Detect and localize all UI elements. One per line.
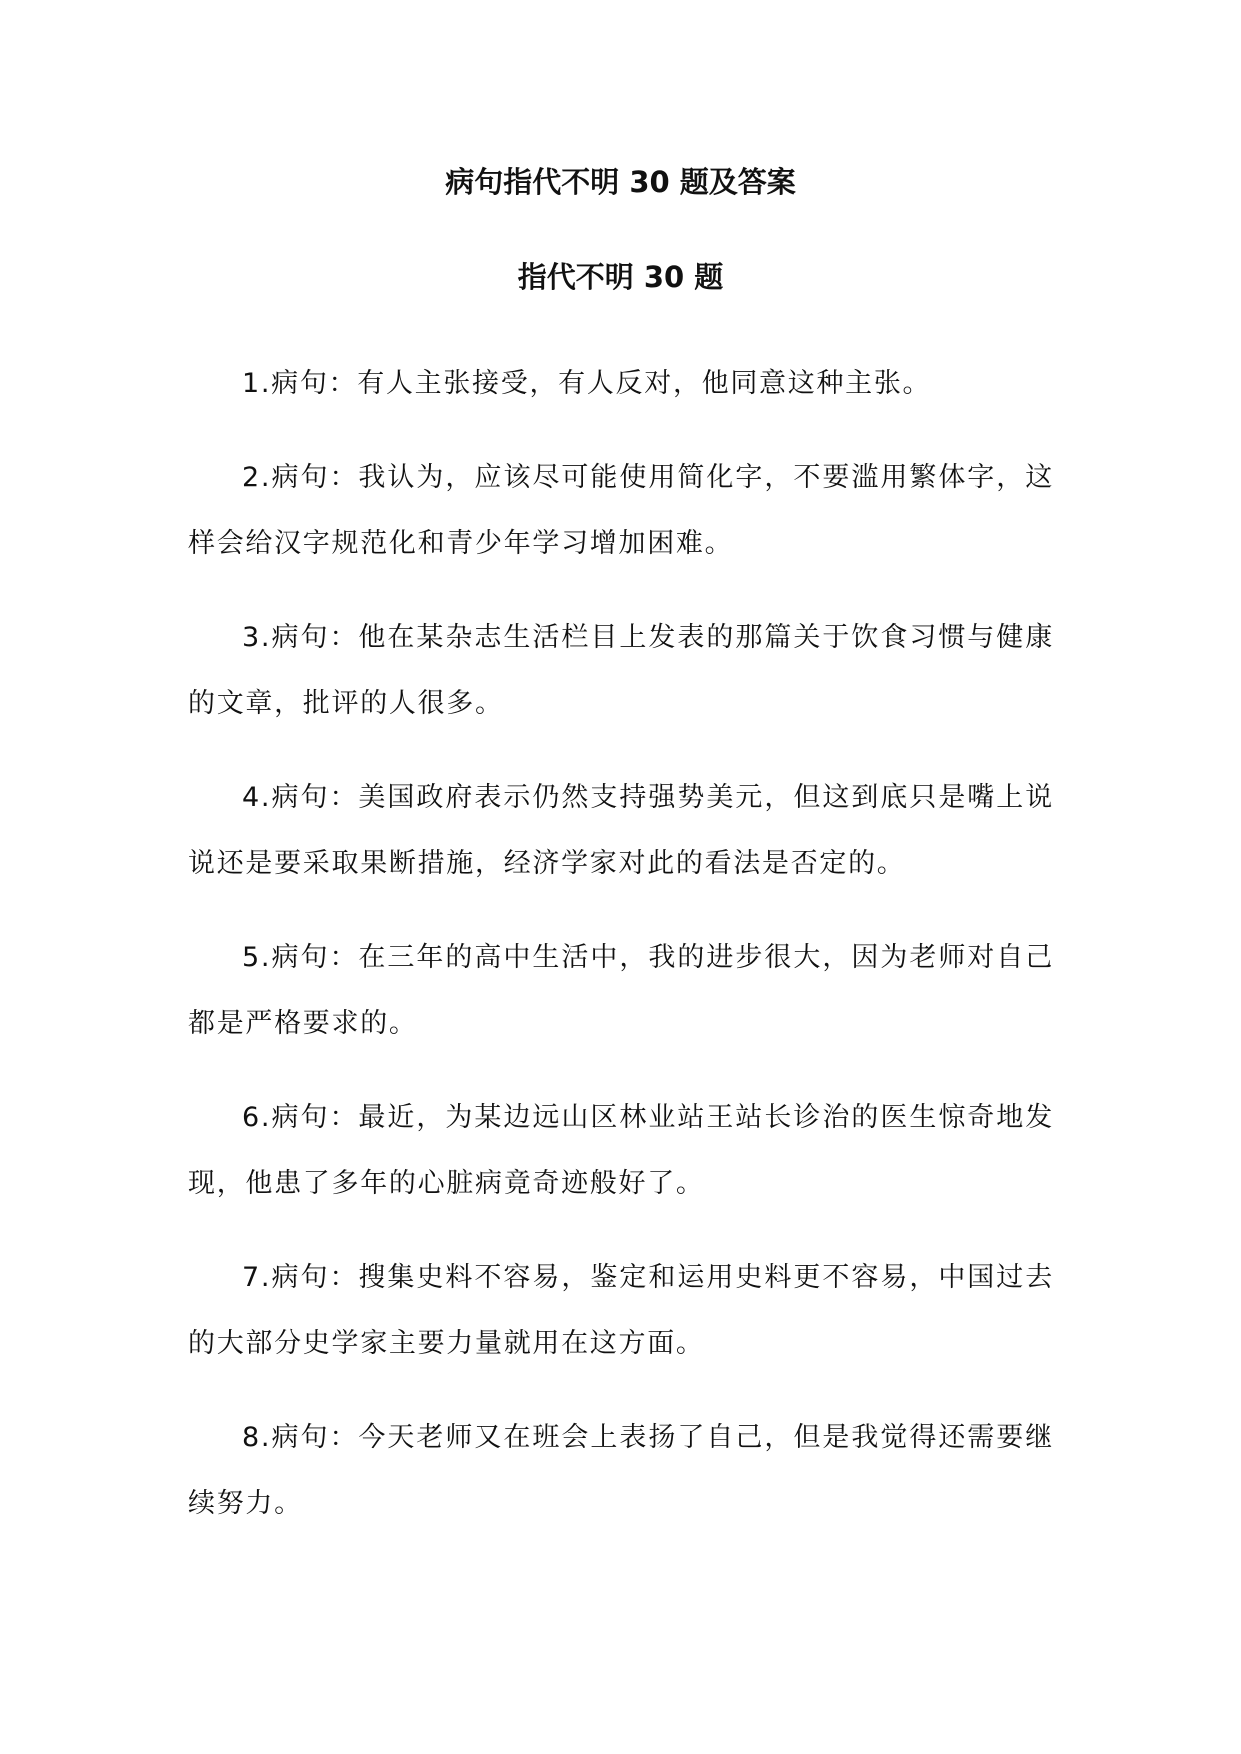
question-item-2: 2.病句：我认为，应该尽可能使用简化字，不要滥用繁体字，这样会给汉字规范化和青少年学习增加困难。 [188,462,1054,559]
question-list [188,351,1054,1565]
question-item-1: 1.病句：有人主张接受，有人反对，他同意这种主张。 [242,368,932,399]
document-title: 病句指代不明 30 题及答案 [445,165,796,199]
question-item-8: 8.病句：今天老师又在班会上表扬了自己，但是我觉得还需要继续努力。 [188,1422,1054,1519]
question-item-6: 6.病句：最近，为某边远山区林业站王站长诊治的医生惊奇地发现，他患了多年的心脏病竟奇迹般好了。 [188,1102,1054,1199]
question-item-3: 3.病句：他在某杂志生活栏目上发表的那篇关于饮食习惯与健康的文章，批评的人很多。 [188,622,1054,719]
question-item-4: 4.病句：美国政府表示仍然支持强势美元，但这到底只是嘴上说说还是要采取果断措施，经济学家对此的看法是否定的。 [188,782,1054,879]
section-heading: 指代不明 30 题 [517,260,724,294]
question-item-7: 7.病句：搜集史料不容易，鉴定和运用史料更不容易，中国过去的大部分史学家主要力量就用在这方面。 [188,1262,1054,1359]
question-item-5: 5.病句：在三年的高中生活中，我的进步很大，因为老师对自己都是严格要求的。 [188,942,1054,1039]
